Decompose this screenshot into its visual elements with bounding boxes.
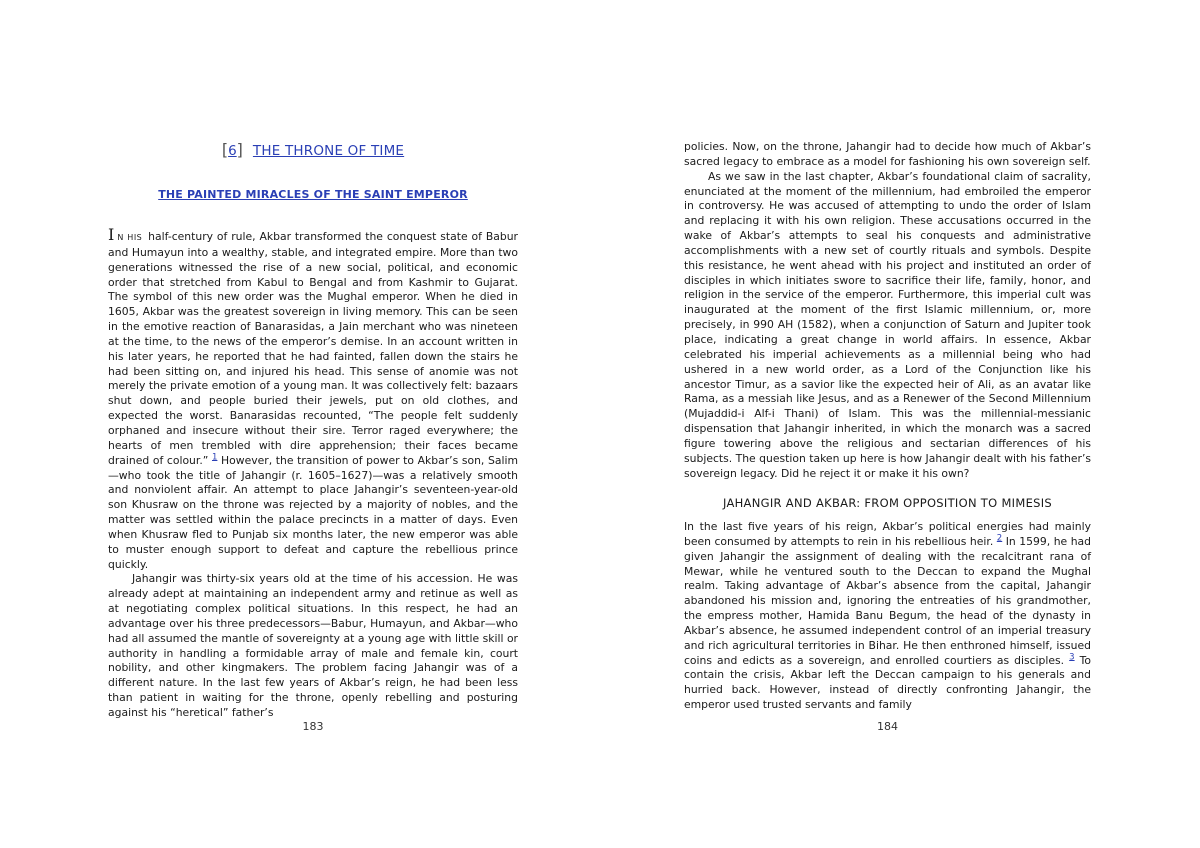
paragraph: Jahangir was thirty-six years old at the time of his accession. He was already adept at maintaining an independent army and retinue as well as at negotiating complex political situations. In this respect, he had an advantage over his three predecessors—Babur, Humayun, and Akbar—who had all assumed the mantle of sovereignty at a young age with little skill or authority in handling a formidable array of male and female kin, court nobility, and other kingmakers. The problem facing Jahangir was of a different nature. In the last few years of Akbar’s reign, he had been less than patient in waiting for the throne, openly rebelling and posturing against his “heretical” father’s xyxy=(108,572,518,719)
paragraph-text: However, the transition of power to Akbar’s son, Salim—who took the title of Jahangir (r. 1605–1627)—was a relatively smooth and nonviolent affair. An attempt to place Jahangir’s seventeen-year-old son Khusraw on the throne was rejected by a majority of nobles, and the matter was settled within the palace precincts in a matter of days. Even when Khusraw fled to Punjab six months later, the new emperor was able to muster enough support to defeat and capture the rebellious prince quickly. xyxy=(108,453,518,571)
right-body-text xyxy=(684,140,1091,481)
section-heading: JAHANGIR AND AKBAR: FROM OPPOSITION TO MIMESIS xyxy=(722,496,1053,510)
chapter-number-link[interactable]: 6 xyxy=(228,143,237,159)
paragraph-text: half-century of rule, Akbar transformed the conquest state of Babur and Humayun into a wealthy, stable, and integrated empire. More than two generations witnessed the rise of a new social, political, and economic order that stretched from Kabul to Bengal and from Kashmir to Gujarat. The symbol of this new order was the Mughal emperor. When he died in 1605, Akbar was the greatest sovereign in living memory. This can be seen in the emotive reaction of Banarasidas, a Jain merchant who was nineteen at the time, to the news of the emperor’s demise. In an account written in his later years, he reported that he had fainted, fallen down the stairs he had been sitting on, and injured his head. This sense of anomie was not merely the private emotion of a young man. It was collectively felt: bazaars shut down, and people buried their jewels, put on old clothes, and expected the worst. Banarasidas recounted, “The people felt suddenly orphaned and insecure without their sire. Terror raged everywhere; the hearts of men trembled with dire apprehension; their faces became drained of colour.” xyxy=(108,230,518,467)
paragraph xyxy=(684,520,1091,713)
section-title-link[interactable]: THE PAINTED MIRACLES OF THE SAINT EMPEROR xyxy=(158,188,468,201)
footnote-link[interactable]: 3 xyxy=(1069,652,1075,662)
page-number: 183 xyxy=(302,720,324,733)
paragraph: policies. Now, on the throne, Jahangir had to decide how much of Akbar’s sacred legacy to embrace as a model for fashioning his own sovereign self. xyxy=(684,140,1091,168)
left-body-text xyxy=(108,225,518,721)
page-number: 184 xyxy=(877,720,898,733)
small-caps-lead: N HIS xyxy=(117,233,143,242)
paragraph xyxy=(108,225,518,572)
paragraph-text: In the last five years of his reign, Akbar’s political energies had mainly been consumed by attempts to rein in his rebellious heir. xyxy=(684,520,1091,548)
chapter-title-link[interactable]: THE THRONE OF TIME xyxy=(252,143,405,159)
paragraph-text: To contain the crisis, Akbar left the Deccan campaign to his generals and hurried back. However, instead of directly confronting Jahangir, the emperor used trusted servants and family xyxy=(684,653,1091,712)
footnote-link[interactable]: 1 xyxy=(211,452,218,463)
footnote-link[interactable]: 2 xyxy=(996,533,1003,544)
drop-cap: I xyxy=(108,225,115,244)
left-page xyxy=(108,0,518,848)
right-body-text-2 xyxy=(684,520,1091,713)
chapter-heading xyxy=(108,140,518,159)
paragraph: As we saw in the last chapter, Akbar’s foundational claim of sacrality, enunciated at the moment of the millennium, had embroiled the emperor in controversy. He was accused of attempting to undo the order of Islam and replacing it with his own religion. These accusations occurred in the wake of Akbar’s attempts to seal his conquests and administrative accomplishments with a new set of courtly rituals and symbols. Despite this resistance, he went ahead with his project and instituted an order of disciples in which initiates swore to sacrifice their life, family, honor, and religion in the service of the emperor. Furthermore, this imperial cult was inaugurated at the moment of the first Islamic millennium, or, more precisely, in 990 AH (1582), when a conjunction of Saturn and Jupiter took place, indicating a great change in world affairs. In essence, Akbar celebrated his imperial achievements as a millennial being who had ushered in a new world order, as a Lord of the Conjunction like his ancestor Timur, as a savior like the expected heir of Ali, as an avatar like Rama, as a messiah like Jesus, and as a Renewer of the Second Millennium (Mujaddid-i Alf-i Thani) of Islam. This was the millennial-messianic dispensation that Jahangir inherited, in which the monarch was a sacred figure towering above the religious and sectarian differences of his subjects. The question taken up here is how Jahangir dealt with his father’s sovereign legacy. Did he reject it or make it his own? xyxy=(684,169,1091,480)
paragraph-text: In 1599, he had given Jahangir the assignment of dealing with the recalcitrant rana of Mewar, while he ventured south to the Deccan to expand the Mughal realm. Taking advantage of Akbar’s absence from the capital, Jahangir abandoned his mission and, ignoring the entreaties of his grandmother, the empress mother, Hamida Banu Begum, the head of the dynasty in Akbar’s absence, he assumed independent control of an imperial treasury and rich agricultural territories in Bihar. He then enthroned himself, issued coins and edicts as a sovereign, and enrolled courtiers as disciples. xyxy=(684,534,1092,667)
right-page xyxy=(684,0,1091,848)
chapter-number: [6] xyxy=(221,140,243,159)
